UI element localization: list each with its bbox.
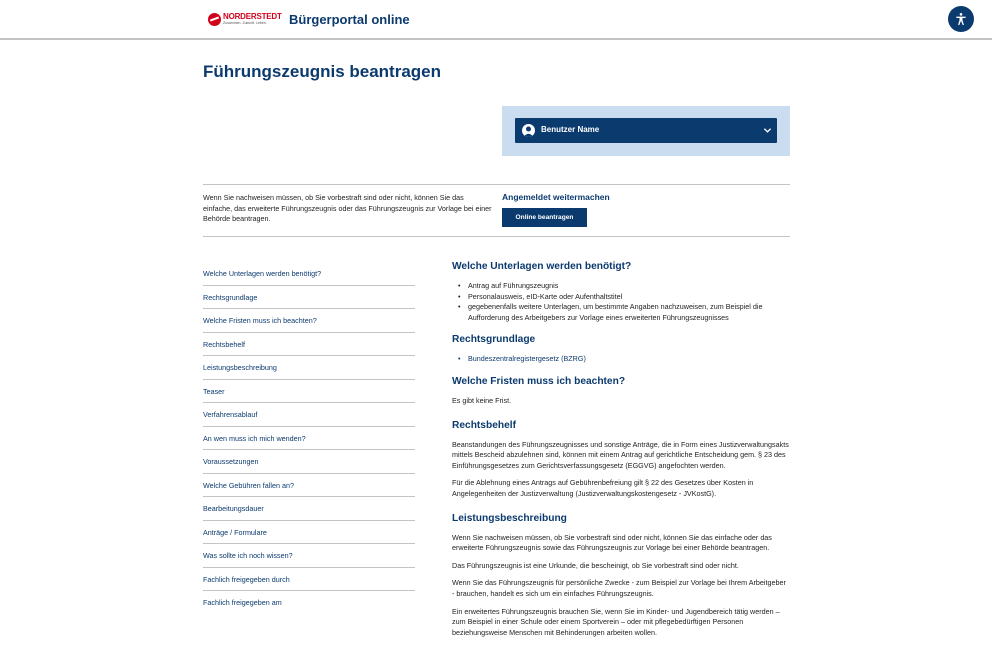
- divider-bottom: [203, 236, 790, 237]
- nav-item-bearbeitungsdauer[interactable]: Bearbeitungsdauer: [203, 497, 415, 521]
- user-avatar-icon: [522, 124, 535, 137]
- list-item: • gegebenenfalls weitere Unterlagen, um bestimmte Angaben nachzuweisen, zum Beispiel die Aufforderung des Arbeitgebers zur Vorlage eines erweiterten Führungszeugnisses: [468, 302, 790, 323]
- section-title-fristen: Welche Fristen muss ich beachten?: [452, 375, 626, 387]
- nav-item-rechtsbehelf[interactable]: Rechtsbehelf: [203, 333, 415, 357]
- continue-logged-in-heading: Angemeldet weitermachen: [502, 192, 610, 202]
- rechtsbehelf-paragraph-1: Beanstandungen des Führungszeugnisses und sonstige Anträge, die in Form eines Justizverwaltungsakts mittels Bescheid abzulehnen sind, können mit einem Antrag auf gerichtliche Entscheidung gem. § 23 des Einführungsgesetzes zum Gerichtsverfassungsgesetz (EGGVG) angefochten werden.: [452, 439, 789, 470]
- intro-text: Wenn Sie nachweisen müssen, ob Sie vorbestraft sind oder nicht, können Sie das einfache, das erweiterte Führungszeugnis oder das Führungszeugnis zur Vorlage bei einer Behörde beantragen.: [203, 193, 492, 223]
- section-title-unterlagen: Welche Unterlagen werden benötigt?: [452, 261, 632, 272]
- accessibility-button[interactable]: [948, 6, 974, 32]
- user-name-label: Benutzer Name: [541, 125, 600, 134]
- divider-top: [203, 184, 790, 185]
- accessibility-icon: [954, 12, 968, 26]
- nav-item-freigegeben-durch[interactable]: Fachlich freigegeben durch: [203, 568, 415, 592]
- logo-tagline: Zusammen. Zukunft. Leben.: [223, 21, 267, 25]
- nav-item-formulare[interactable]: Anträge / Formulare: [203, 521, 415, 545]
- list-item: • Antrag auf Führungszeugnis: [468, 281, 790, 292]
- user-account-dropdown[interactable]: [515, 118, 777, 143]
- login-panel: [502, 106, 790, 156]
- leistung-paragraph-1: Wenn Sie nachweisen müssen, ob Sie vorbestraft sind oder nicht, können Sie das einfache oder das erweiterte Führungszeugnis sowie das Führungszeugnis zur Vorlage bei einer Behörde beantragen.: [452, 532, 772, 553]
- logo-mark-icon: [208, 13, 221, 26]
- city-logo[interactable]: [208, 12, 282, 28]
- logo-name: NORDERSTEDT: [223, 12, 282, 21]
- main-content: [452, 261, 790, 645]
- nav-item-verfahrensablauf[interactable]: Verfahrensablauf: [203, 403, 415, 427]
- apply-online-button[interactable]: Online beantragen: [502, 208, 587, 227]
- site-header: [0, 0, 992, 40]
- nav-item-teaser[interactable]: Teaser: [203, 380, 415, 404]
- nav-item-fristen[interactable]: Welche Fristen muss ich beachten?: [203, 309, 415, 333]
- nav-item-rechtsgrundlage[interactable]: Rechtsgrundlage: [203, 286, 415, 310]
- leistung-paragraph-2: Das Führungszeugnis ist eine Urkunde, die bescheinigt, ob Sie vorbestraft sind oder nicht.: [452, 560, 739, 570]
- leistung-paragraph-3: Wenn Sie das Führungszeugnis für persönliche Zwecke - zum Beispiel zur Vorlage bei Ihrem Arbeitgeber - brauchen, handelt es sich um ein einfaches Führungszeugnis.: [452, 578, 786, 598]
- nav-item-unterlagen[interactable]: Welche Unterlagen werden benötigt?: [203, 262, 415, 286]
- page-title: Führungszeugnis beantragen: [203, 62, 442, 81]
- fristen-text: Es gibt keine Frist.: [452, 395, 512, 405]
- rechtsgrundlage-list: [452, 354, 790, 365]
- nav-item-ansprechpartner[interactable]: An wen muss ich mich wenden?: [203, 427, 415, 451]
- chevron-down-icon: [763, 126, 772, 135]
- nav-item-gebuehren[interactable]: Welche Gebühren fallen an?: [203, 474, 415, 498]
- bzrg-link[interactable]: • Bundeszentralregistergesetz (BZRG): [468, 354, 790, 365]
- section-title-rechtsbehelf: Rechtsbehelf: [452, 419, 516, 431]
- nav-item-voraussetzungen[interactable]: Voraussetzungen: [203, 450, 415, 474]
- section-title-rechtsgrundlage: Rechtsgrundlage: [452, 334, 536, 346]
- portal-title[interactable]: Bürgerportal online: [289, 12, 410, 27]
- section-title-leistungsbeschreibung: Leistungsbeschreibung: [452, 512, 567, 524]
- rechtsbehelf-paragraph-2: Für die Ablehnung eines Antrags auf Gebührenbefreiung gilt § 22 des Gesetzes über Kosten in Angelegenheiten der Justizverwaltung (Justizverwaltungskostengesetz - JVKostG).: [452, 478, 754, 498]
- nav-item-freigegeben-am[interactable]: Fachlich freigegeben am: [203, 598, 282, 607]
- leistung-paragraph-4: Ein erweitertes Führungszeugnis brauchen Sie, wenn Sie im Kinder- und Jugendbereich tätig werden – zum Beispiel in einer Schule oder einem Sportverein – oder mit pflegebedürftigen Personen beziehungsweise Menschen mit Behinderungen arbeiten wollen.: [452, 606, 780, 637]
- nav-item-leistungsbeschreibung[interactable]: Leistungsbeschreibung: [203, 356, 415, 380]
- list-item: • Personalausweis, eID-Karte oder Aufenthaltstitel: [468, 292, 790, 303]
- section-navigation: [203, 262, 415, 615]
- nav-item-hinweise[interactable]: Was sollte ich noch wissen?: [203, 544, 415, 568]
- unterlagen-list: [452, 281, 790, 323]
